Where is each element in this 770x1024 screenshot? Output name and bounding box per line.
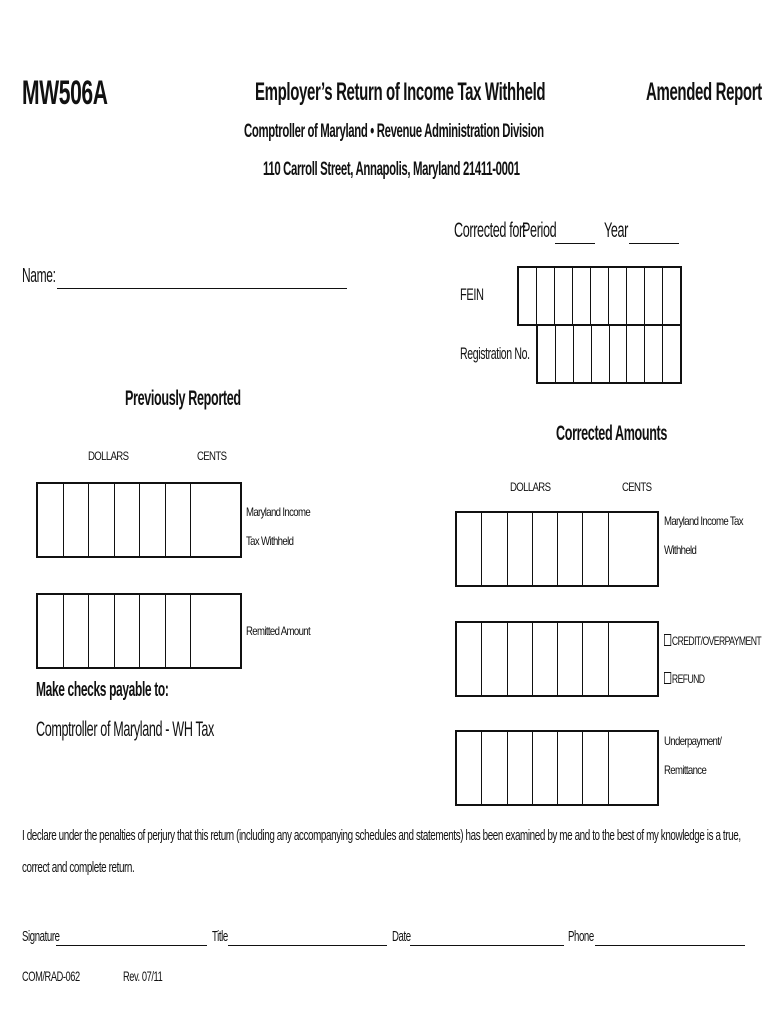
name-field[interactable] <box>57 288 347 289</box>
previously-reported-heading: Previously Reported <box>125 387 241 410</box>
corr-withheld-field[interactable] <box>455 511 659 587</box>
corrected-amounts-heading: Corrected Amounts <box>556 422 668 445</box>
corr-withheld-label-2: Withheld <box>664 543 697 557</box>
date-field[interactable] <box>410 945 564 946</box>
period-field[interactable] <box>555 243 595 244</box>
underpayment-label-2: Remittance <box>664 763 707 777</box>
credit-label: CREDIT/OVERPAYMENT <box>671 634 762 648</box>
name-label: Name: <box>22 265 56 287</box>
year-field[interactable] <box>629 243 679 244</box>
year-label: Year <box>604 219 629 242</box>
refund-label: REFUND <box>671 672 705 686</box>
address-line: 110 Carroll Street, Annapolis, Maryland 21411-0001 <box>263 159 520 180</box>
registration-field[interactable] <box>536 324 682 384</box>
refund-option[interactable] <box>664 672 704 686</box>
phone-field[interactable] <box>595 945 745 946</box>
amended-report-label: Amended Report <box>646 78 762 106</box>
period-label: Period <box>522 219 557 242</box>
form-title: Employer’s Return of Income Tax Withheld <box>255 78 546 106</box>
prev-remitted-label: Remitted Amount <box>246 624 311 638</box>
title-field[interactable] <box>228 945 387 946</box>
refund-checkbox[interactable] <box>664 672 671 684</box>
prev-remitted-field[interactable] <box>36 593 242 669</box>
phone-label: Phone <box>568 928 594 945</box>
corr-credit-refund-field[interactable] <box>455 621 659 697</box>
corrected-for-label: Corrected for: <box>454 219 526 242</box>
revision-date: Rev. 07/11 <box>123 968 163 984</box>
title-label: Title <box>212 928 228 945</box>
payee-name: Comptroller of Maryland - WH Tax <box>36 718 215 741</box>
declaration-line-2: correct and complete return. <box>22 859 135 876</box>
corr-cents-label: CENTS <box>622 480 652 494</box>
form-code: MW506A <box>22 74 108 112</box>
date-label: Date <box>392 928 411 945</box>
prev-withheld-label-1: Maryland Income <box>246 505 311 519</box>
payable-heading: Make checks payable to: <box>36 679 169 701</box>
fein-field[interactable] <box>517 266 682 326</box>
prev-withheld-label-2: Tax Withheld <box>246 534 294 548</box>
registration-label: Registration No. <box>460 344 530 363</box>
agency-line: Comptroller of Maryland • Revenue Administration Division <box>244 121 544 142</box>
corr-underpayment-field[interactable] <box>455 730 659 806</box>
signature-label: Signature <box>22 928 60 945</box>
prev-dollars-label: DOLLARS <box>88 449 129 463</box>
declaration-line-1: I declare under the penalties of perjury that this return (including any accompanying schedules and statements) has been examined by me and to the best of my knowledge is a true, <box>22 827 741 844</box>
form-id: COM/RAD-062 <box>22 968 80 984</box>
corr-dollars-label: DOLLARS <box>510 480 551 494</box>
fein-label: FEIN <box>460 285 484 304</box>
credit-checkbox[interactable] <box>664 634 671 646</box>
credit-overpayment-option[interactable] <box>664 634 761 648</box>
corr-withheld-label-1: Maryland Income Tax <box>664 514 743 528</box>
underpayment-label-1: Underpayment/ <box>664 734 722 748</box>
prev-cents-label: CENTS <box>197 449 227 463</box>
prev-withheld-field[interactable] <box>36 482 242 558</box>
signature-field[interactable] <box>56 945 207 946</box>
